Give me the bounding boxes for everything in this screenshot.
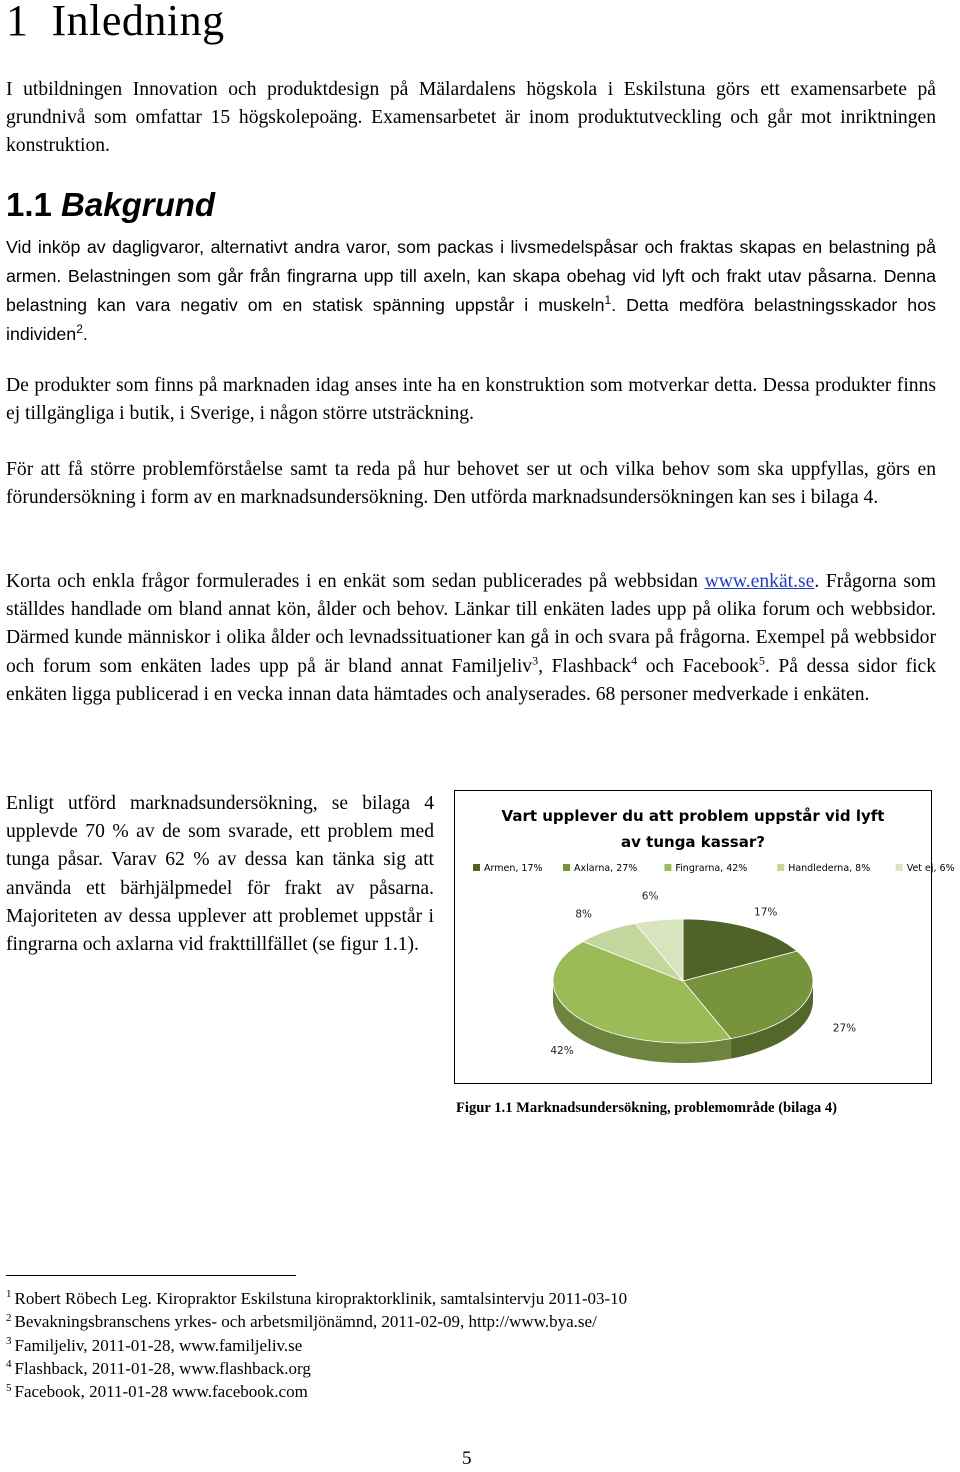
legend-swatch [777, 864, 784, 871]
heading-2-number: 1.1 [6, 186, 52, 223]
footnote-ref-3[interactable]: 3 [532, 653, 539, 668]
page-number: 5 [462, 1448, 472, 1469]
survey-link[interactable]: www.enkät.se [704, 571, 815, 592]
heading-2-title: Bakgrund [61, 186, 216, 223]
footnote-separator [6, 1275, 296, 1276]
footnote-item [6, 1287, 627, 1310]
survey-result-paragraph: Enligt utförd marknadsundersökning, se bilaga 4 upplevde 70 % av de som svarade, ett problem med tunga påsar. Varav 62 % av dessa kan tänka sig att använda ett bärhjälpmedel för frakt av påsarna. Majoriteten av dessa upplever att problemet uppstår i fingrarna och axlarna vid frakttillfället (se figur 1.1). [6, 793, 434, 956]
data-label: 27% [832, 1022, 857, 1035]
footnote-number: 5 [6, 1381, 12, 1394]
footnote-number: 1 [6, 1288, 12, 1301]
bakgrund-text-2: . Detta medföra belastningsskador hos individen [6, 295, 936, 344]
data-label: 6% [641, 890, 659, 903]
footnote-number: 3 [6, 1334, 12, 1347]
legend-entry: Axlarna, 27% [574, 863, 638, 874]
survey-text-2: . Frågorna som ställdes handlade om bland annat kön, ålder och behov. Länkar till enkäten lades upp på olika forum och webbsidor. Därmed kunde människor i olika ålder och levnadssituationer kan gå in och svara på frågorna. Exempel på webbsidor och forum som enkäten lades upp på är bland annat Familjeliv [6, 571, 936, 677]
footnote-text: Familjeliv, 2011-01-28, www.familjeliv.se [14, 1335, 303, 1355]
bakgrund-text-3: . [82, 324, 88, 344]
legend-entry: Armen, 17% [484, 863, 543, 874]
pie-chart [455, 791, 955, 1083]
research-paragraph: För att få större problemförståelse samt ta reda på hur behovet ser ut och vilka behov som ska uppfyllas, görs en förundersökning i form av en marknadsundersökning. Den utförda marknadsundersökningen kan ses i bilaga 4. [6, 459, 936, 509]
footnote-list [6, 1287, 627, 1403]
survey-paragraph [6, 568, 936, 709]
footnote-text: Bevakningsbranschens yrkes- och arbetsmiljönämnd, 2011-02-09, http://www.bya.se/ [14, 1312, 597, 1332]
survey-text-4: och Facebook [637, 655, 759, 677]
data-label: 17% [754, 906, 778, 919]
data-label: 8% [575, 908, 593, 921]
footnote-text: Robert Röbech Leg. Kiropraktor Eskilstuna kiropraktorklinik, samtalsintervju 2011-03-10 [14, 1289, 628, 1308]
bakgrund-paragraph [6, 233, 936, 349]
legend-swatch [473, 864, 480, 871]
legend-entry: Vet ej, 6% [906, 863, 955, 874]
survey-text-3: , Flashback [538, 655, 632, 677]
heading-1 [6, 0, 225, 48]
footnote-ref-5[interactable]: 5 [758, 653, 765, 668]
footnote-ref-1[interactable]: 1 [604, 293, 612, 308]
survey-text-1: Korta och enkla frågor formulerades i en enkät som sedan publicerades på webbsidan [6, 571, 705, 592]
footnote-item [6, 1380, 627, 1403]
pie-chart-figure [454, 790, 955, 1084]
legend-swatch [563, 864, 570, 871]
heading-2 [6, 184, 215, 226]
footnote-number: 2 [6, 1311, 12, 1324]
heading-1-number: 1 [6, 0, 29, 45]
data-label: 42% [550, 1045, 574, 1058]
footnote-text: Facebook, 2011-01-28 www.facebook.com [14, 1382, 308, 1402]
footnote-item [6, 1334, 627, 1357]
legend-entry: Fingrarna, 42% [675, 863, 748, 874]
bakgrund-text-1: Vid inköp av dagligvaror, alternativt andra varor, som packas i livsmedelspåsar och fraktas skapas en belastning på armen. Belastningen som går från fingrarna upp till axeln, kan skapa obehag vid lyft och frakt utav påsarna. Denna belastning kan vara negativ om en statisk spänning uppstår i muskeln [6, 237, 936, 315]
heading-1-title: Inledning [51, 0, 225, 45]
footnote-ref-2[interactable]: 2 [76, 322, 83, 337]
legend-entry: Handlederna, 8% [788, 863, 871, 874]
figure-caption: Figur 1.1 Marknadsundersökning, problemområde (bilaga 4) [456, 1100, 837, 1116]
market-paragraph: De produkter som finns på marknaden idag anses inte ha en konstruktion som motverkar detta. Dessa produkter finns ej tillgängliga i butik, i Sverige, i någon större utsträckning. [6, 375, 936, 425]
intro-paragraph: I utbildningen Innovation och produktdesign på Mälardalens högskola i Eskilstuna görs ett examensarbete på grundnivå som omfattar 15 högskolepoäng. Examensarbetet är inom produktutveckling och går mot inriktningen konstruktion. [6, 79, 936, 157]
footnote-item [6, 1310, 627, 1333]
survey-text-5: . På dessa sidor fick enkäten ligga publicerad i en vecka innan data hämtades och analyserades. 68 personer medverkade i enkäten. [6, 655, 937, 705]
footnote-ref-4[interactable]: 4 [631, 653, 638, 668]
footnote-item [6, 1357, 627, 1380]
chart-title-line-2: av tunga kassar? [621, 833, 765, 851]
footnote-number: 4 [6, 1358, 12, 1371]
chart-title-line-1: Vart upplever du att problem uppstår vid lyft [501, 807, 885, 825]
legend-swatch [896, 864, 903, 871]
legend-swatch [664, 864, 671, 871]
footnote-text: Flashback, 2011-01-28, www.flashback.org [14, 1358, 311, 1378]
